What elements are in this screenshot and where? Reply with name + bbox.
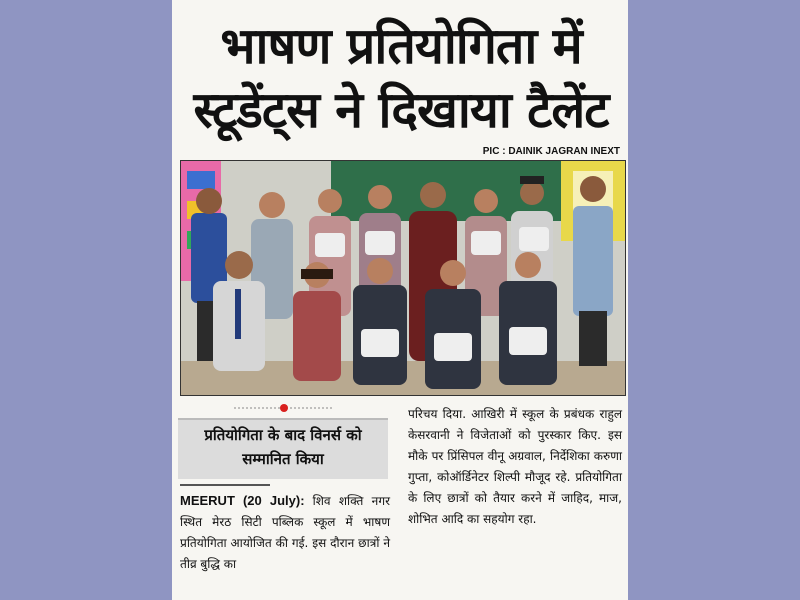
article-column-left: [180, 490, 390, 575]
column-divider: [180, 484, 270, 486]
article-column-right: परिचय दिया. आखिरी में स्कूल के प्रबंधक राहुल केसरवानी ने विजेताओं को पुरस्कार किए. इस मौके पर प्रिंसिपल वीनू अग्रवाल, निर्देशिका करुणा गुप्ता, कोऑर्डिनेटर शिल्पी मौजूद रहे. प्रतियोगिता के लिए छात्रों को तैयार करने में जाहिद, माज, शोभित आदि का सहयोग रहा.: [408, 407, 622, 526]
dateline: MEERUT (20 July):: [180, 493, 313, 508]
headline-line-1: भाषण प्रतियोगिता में: [220, 17, 582, 75]
headline: [178, 14, 624, 142]
headline-line-2: स्टूडेंट्स ने दिखाया टैलेंट: [193, 81, 609, 139]
photo-credit: PIC : DAINIK JAGRAN INEXT: [482, 146, 620, 157]
group-photo-image: [181, 161, 625, 395]
left-column-text: शिव शक्ति नगर स्थित मेरठ सिटी पब्लिक स्कूल में भाषण प्रतियोगिता आयोजित की गई. इस दौरान छात्रों ने तीव्र बुद्धि का: [180, 494, 390, 571]
divider-dot-icon: [280, 404, 288, 412]
group-photo: [180, 160, 626, 396]
newspaper-clipping: [172, 0, 628, 600]
subheading: प्रतियोगिता के बाद विनर्स को सम्मानित किया: [178, 418, 388, 479]
section-divider: [234, 404, 334, 412]
